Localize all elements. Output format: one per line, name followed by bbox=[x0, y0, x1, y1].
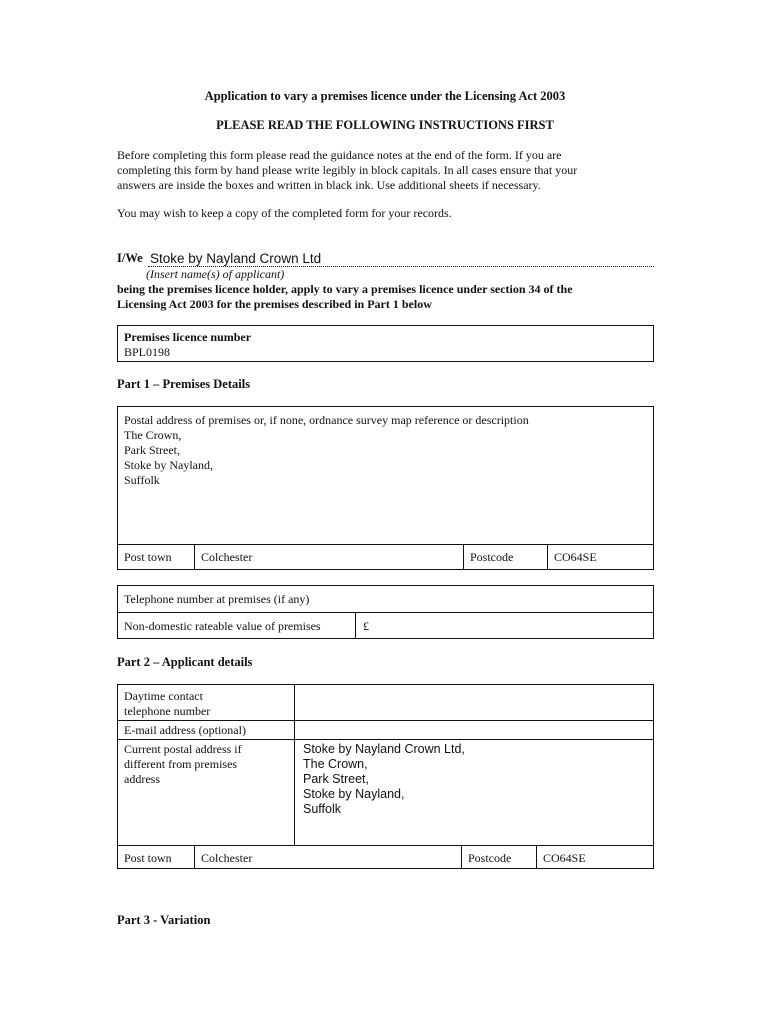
address-line: Suffolk bbox=[303, 802, 341, 816]
applicant-postcode-label: Postcode bbox=[468, 851, 512, 865]
divider bbox=[536, 845, 537, 869]
divider bbox=[355, 612, 356, 639]
label-line: address bbox=[124, 772, 160, 786]
divider bbox=[194, 845, 195, 869]
applicant-address-field[interactable] bbox=[303, 742, 465, 817]
label-line: telephone number bbox=[124, 704, 211, 718]
form-title: Application to vary a premises licence under the Licensing Act 2003 bbox=[204, 89, 566, 103]
address-line: Stoke by Nayland, bbox=[303, 787, 405, 801]
divider bbox=[294, 684, 295, 845]
address-line: Park Street, bbox=[124, 443, 180, 457]
instructions-line: Before completing this form please read the guidance notes at the end of the form. If you are bbox=[117, 148, 562, 162]
part2-heading: Part 2 – Applicant details bbox=[117, 655, 253, 669]
statement-line: being the premises licence holder, apply to vary a premises licence under section 34 of the bbox=[117, 282, 573, 296]
label-line: Daytime contact bbox=[124, 689, 203, 703]
keep-copy-note: You may wish to keep a copy of the completed form for your records. bbox=[117, 206, 452, 220]
address-line: The Crown, bbox=[124, 428, 182, 442]
post-town-label: Post town bbox=[124, 550, 172, 564]
applicant-name-field[interactable]: Stoke by Nayland Crown Ltd bbox=[150, 251, 322, 266]
instructions-line: answers are inside the boxes and written in black ink. Use additional sheets if necessary. bbox=[117, 178, 541, 192]
divider bbox=[194, 544, 195, 570]
premises-address-field[interactable] bbox=[124, 428, 213, 488]
divider bbox=[117, 845, 654, 846]
divider bbox=[117, 720, 654, 721]
instructions-heading: PLEASE READ THE FOLLOWING INSTRUCTIONS FIRST bbox=[216, 118, 554, 132]
applicant-statement bbox=[117, 282, 677, 312]
part1-heading: Part 1 – Premises Details bbox=[117, 377, 251, 391]
divider bbox=[117, 612, 654, 613]
divider bbox=[117, 544, 654, 545]
label-line: Current postal address if bbox=[124, 742, 242, 756]
applicant-label: I/We bbox=[117, 251, 143, 265]
rateable-value-label: Non-domestic rateable value of premises bbox=[124, 619, 321, 633]
divider bbox=[547, 544, 548, 570]
instructions-paragraph bbox=[117, 148, 662, 193]
applicant-post-town-field[interactable]: Colchester bbox=[201, 851, 253, 865]
telephone-label: Telephone number at premises (if any) bbox=[124, 592, 310, 606]
divider bbox=[461, 845, 462, 869]
address-line: Suffolk bbox=[124, 473, 160, 487]
address-line: Stoke by Nayland, bbox=[124, 458, 213, 472]
address-line: Park Street, bbox=[303, 772, 369, 786]
postcode-field[interactable]: CO64SE bbox=[554, 550, 597, 564]
premises-address-label: Postal address of premises or, if none, ordnance survey map reference or description bbox=[124, 413, 529, 427]
licence-number-field[interactable]: BPL0198 bbox=[124, 345, 171, 359]
postcode-label: Postcode bbox=[470, 550, 514, 564]
daytime-phone-label bbox=[124, 689, 210, 719]
divider bbox=[117, 739, 654, 740]
address-line: The Crown, bbox=[303, 757, 368, 771]
applicant-name-hint: (Insert name(s) of applicant) bbox=[146, 267, 285, 281]
rateable-value-field[interactable]: £ bbox=[363, 619, 369, 633]
instructions-line: completing this form by hand please write legibly in block capitals. In all cases ensure that your bbox=[117, 163, 578, 177]
licence-number-label: Premises licence number bbox=[124, 330, 252, 344]
applicant-post-town-label: Post town bbox=[124, 851, 172, 865]
applicant-postcode-field[interactable]: CO64SE bbox=[543, 851, 586, 865]
applicant-address-label bbox=[124, 742, 242, 787]
post-town-field[interactable]: Colchester bbox=[201, 550, 253, 564]
part3-heading: Part 3 - Variation bbox=[117, 913, 211, 927]
address-line: Stoke by Nayland Crown Ltd, bbox=[303, 742, 465, 756]
divider bbox=[463, 544, 464, 570]
statement-line: Licensing Act 2003 for the premises described in Part 1 below bbox=[117, 297, 432, 311]
label-line: different from premises bbox=[124, 757, 238, 771]
email-label: E-mail address (optional) bbox=[124, 723, 246, 737]
